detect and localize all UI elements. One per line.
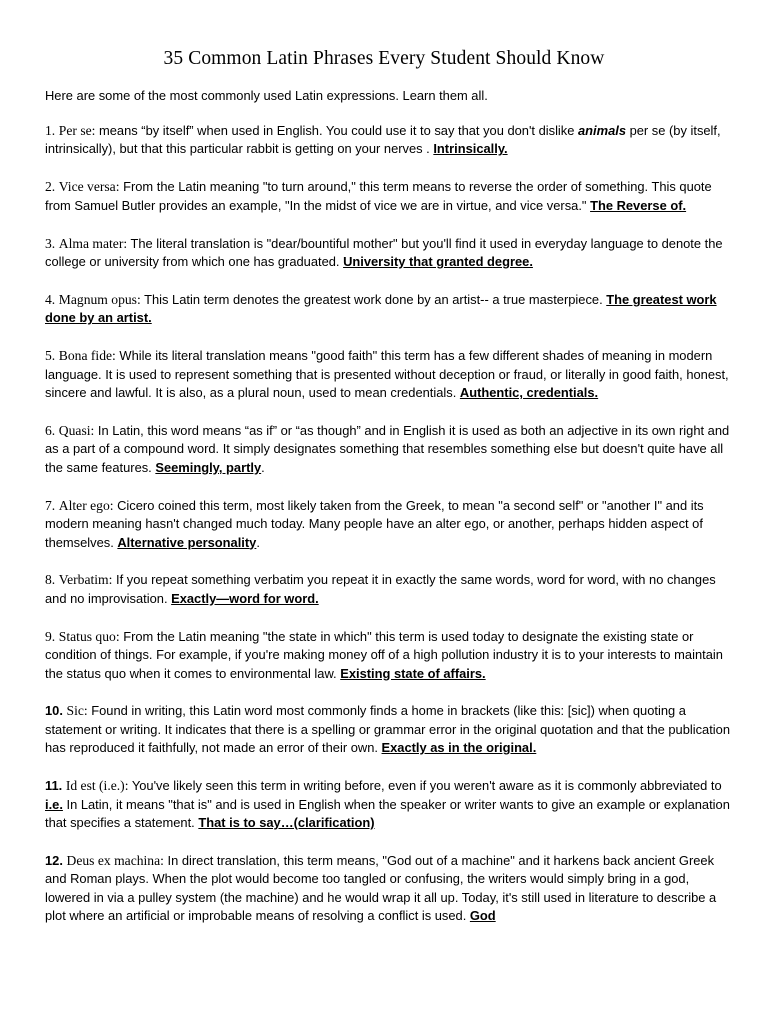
phrase-entry-status-quo [45, 628, 735, 683]
entry-answer: Intrinsically. [433, 141, 508, 157]
entry-text: In direct translation, this term means, "God out of a machine" and it harkens back ancient Greek and Roman plays. When the plot would become too tangled or confusing, the writers would simply bring in a god, lowered in via a pulley system (the machine) and he would wrap it all up. Today, it's still used in literature to describe a plot where an artificial or improbable means of resolving a conflict is used. [45, 852, 717, 924]
entry-text: per se (by itself, intrinsically), but that this particular rabbit is getting on your nerves . [45, 123, 721, 157]
entry-answer: Seemingly, partly [155, 459, 262, 475]
entry-number: 8. [45, 572, 56, 588]
entry-text: Cicero coined this term, most likely taken from the Greek, to mean "a second self" or "another I" and its modern meaning hasn't changed much today. Many people have an alter ego, or another, perhaps hidden aspect of themselves. [45, 497, 704, 550]
entry-answer: Existing state of affairs. [340, 665, 486, 681]
entry-inline-answer: i.e. [45, 796, 63, 812]
phrase-entry-magnum-opus [45, 291, 735, 328]
entry-term: Alma mater: [58, 235, 128, 251]
entry-term: Verbatim: [58, 572, 113, 588]
phrase-entry-quasi [45, 422, 735, 477]
entry-answer: God [469, 908, 496, 924]
entry-text: From the Latin meaning "the state in which" this term is used today to designate the existing state or condition of things. For example, if you're making money off of a high pollution industry it is to your interests to maintain the status quo when it comes to environmental law. [45, 628, 723, 681]
entry-answer: That is to say…(clarification) [198, 814, 375, 830]
entry-tail: . [256, 534, 260, 550]
entry-number: 2. [45, 179, 56, 195]
entry-number: 1. [45, 123, 56, 138]
entry-term: Alter ego: [58, 497, 114, 513]
entry-term: Id est (i.e.): [65, 778, 129, 794]
entry-number: 11. [45, 778, 63, 794]
entry-number: 10. [45, 703, 63, 719]
phrase-list [45, 122, 735, 945]
entry-answer: Exactly as in the original. [381, 740, 537, 756]
entry-answer: Authentic, credentials. [459, 385, 599, 401]
entry-number: 9. [45, 628, 56, 644]
phrase-entry-sic [45, 702, 735, 757]
intro-text: Here are some of the most commonly used Latin expressions. Learn them all. [45, 88, 488, 103]
entry-number: 7. [45, 497, 56, 513]
entry-text: In Latin, this word means “as if” or “as though” and in English it is used as both an adjective in its own right and as a part of a compound word. It simply designates something that resembles something else but doesn't quite have all the same features. [45, 422, 730, 475]
entry-italic: animals [578, 123, 627, 138]
entry-answer: The Reverse of. [590, 197, 687, 213]
entry-text: The literal translation is "dear/bountiful mother" but you'll find it used in everyday language to denote the college or university from which one has graduated. [45, 235, 723, 270]
entry-tail: . [261, 459, 265, 475]
entry-text: This Latin term denotes the greatest work done by an artist-- a true masterpiece. [144, 291, 607, 307]
entry-text: From the Latin meaning "to turn around," this term means to reverse the order of something. This quote from Samuel Butler provides an example, "In the midst of vice we are in virtue, and vice versa." [45, 179, 712, 213]
entry-number: 4. [45, 291, 56, 307]
entry-term: Deus ex machina: [66, 852, 164, 868]
entry-text: You've likely seen this term in writing before, even if you weren't aware as it is commonly abbreviated to [131, 778, 722, 794]
entry-number: 5. [45, 348, 56, 364]
entry-answer: Alternative personality [117, 534, 257, 550]
entry-text: If you repeat something verbatim you repeat it in exactly the same words, word for word, with no changes and no improvisation. [45, 572, 716, 606]
phrase-entry-alma-mater [45, 235, 735, 272]
entry-term: Per se: [58, 123, 96, 138]
entry-text: Found in writing, this Latin word most commonly finds a home in brackets (like this: [sic]) when quoting a statement or writing. It indicates that there is a spelling or grammar error in the original quotation and that the publication has reproduced it faithfully, not made an error of their own. [45, 703, 731, 756]
entry-number: 12. [45, 852, 63, 868]
entry-text: While its literal translation means "good faith" this term has a few different shades of meaning in modern language. It is used to represent something that is presented without deception or fraud, or literally in good faith, honest, sincere and lawful. It is also, as a plural noun, used to mean credentials. [45, 348, 729, 401]
entry-term: Vice versa: [58, 179, 120, 195]
phrase-entry-vice-versa [45, 178, 735, 215]
entry-answer: Exactly—word for word. [171, 590, 319, 606]
entry-term: Status quo: [58, 628, 120, 644]
entry-answer: University that granted degree. [343, 254, 533, 270]
entry-text: In Latin, it means "that is" and is used in English when the speaker or writer wants to give an example or explanation that specifies a statement. [45, 796, 730, 830]
phrase-entry-alter-ego [45, 497, 735, 552]
phrase-entry-verbatim [45, 571, 735, 608]
phrase-entry-id-est [45, 777, 735, 832]
entry-answer: The greatest work done by an artist. [45, 291, 717, 326]
entry-number: 6. [45, 422, 56, 438]
entry-term: Bona fide: [58, 348, 116, 364]
phrase-entry-deus-ex-machina [45, 852, 735, 926]
entry-term: Quasi: [58, 422, 95, 438]
phrase-entry-per-se [45, 122, 735, 159]
entry-term: Sic: [66, 703, 88, 719]
entry-term: Magnum opus: [58, 291, 141, 307]
entry-number: 3. [45, 235, 56, 251]
entry-text: means “by itself” when used in English. You could use it to say that you don't dislike [99, 123, 578, 138]
page-title: 35 Common Latin Phrases Every Student Should Know [163, 48, 605, 69]
phrase-entry-bona-fide [45, 347, 735, 402]
